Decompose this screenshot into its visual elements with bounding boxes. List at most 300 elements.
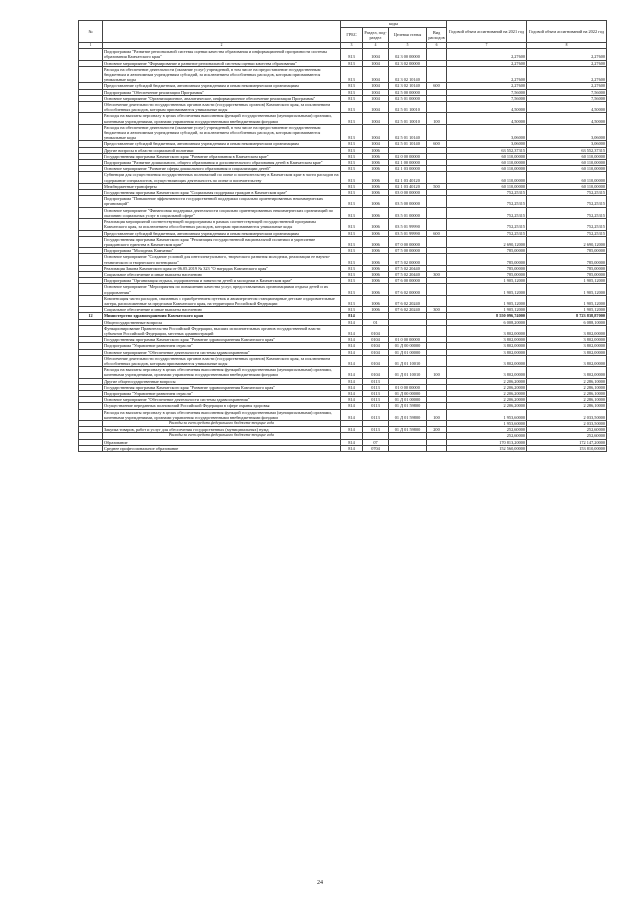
cell-sum-2021: 60 110,00000 bbox=[447, 166, 527, 172]
cell-razdel: 0113 bbox=[363, 384, 389, 390]
cell-razdel: 1006 bbox=[363, 196, 389, 207]
cell-sum-2021: 785,00000 bbox=[447, 254, 527, 265]
cell-vr: 600 bbox=[427, 141, 447, 147]
cell-razdel: 0704 bbox=[363, 445, 389, 451]
cell-csr bbox=[389, 445, 427, 451]
cell-sum-2022: 7,56000 bbox=[527, 89, 607, 95]
cell-num bbox=[79, 219, 103, 230]
cell-sum-2022: 785,00000 bbox=[527, 254, 607, 265]
cell-vr: 600 bbox=[427, 230, 447, 236]
cell-num bbox=[79, 196, 103, 207]
cell-razdel: 0113 bbox=[363, 397, 389, 403]
cell-sum-2021: 3 802,00000 bbox=[447, 349, 527, 355]
cell-name: Государственная программа Камчатского края "Развитие образования в Камчатском крае" bbox=[103, 153, 341, 159]
cell-sum-2022: 4,50000 bbox=[527, 102, 607, 113]
cell-razdel: 1006 bbox=[363, 307, 389, 313]
table-row bbox=[79, 367, 607, 378]
cell-grbs: 813 bbox=[341, 236, 363, 247]
cell-sum-2022: 1 905,12000 bbox=[527, 278, 607, 284]
cell-name: Общегосударственные вопросы bbox=[103, 319, 341, 325]
cell-sum-2021: 252,60000 bbox=[447, 433, 527, 439]
cell-grbs: 813 bbox=[341, 230, 363, 236]
cell-sum-2022: 2 033,50000 bbox=[527, 409, 607, 420]
cell-sum-2022: 752,25315 bbox=[527, 230, 607, 236]
col-index: 5 bbox=[389, 43, 427, 49]
table-row bbox=[79, 236, 607, 247]
cell-razdel: 1006 bbox=[363, 207, 389, 218]
cell-sum-2022: 2 690,12000 bbox=[527, 236, 607, 247]
cell-csr: 01 0 00 00000 bbox=[389, 384, 427, 390]
cell-vr bbox=[427, 207, 447, 218]
cell-grbs: 813 bbox=[341, 271, 363, 277]
cell-razdel: 0113 bbox=[363, 390, 389, 396]
table-row bbox=[79, 219, 607, 230]
cell-name: Основное мероприятие "Развитие сферы дошкольного образования и социализации детей" bbox=[103, 166, 341, 172]
header-sum-2022: Годовой объем ассигнований на 2022 год bbox=[527, 21, 607, 43]
cell-razdel: 1004 bbox=[363, 89, 389, 95]
cell-sum-2022: 3,06000 bbox=[527, 124, 607, 141]
cell-razdel: 0104 bbox=[363, 337, 389, 343]
cell-sum-2021: 2 206,20000 bbox=[447, 397, 527, 403]
cell-grbs: 813 bbox=[341, 307, 363, 313]
cell-vr bbox=[427, 284, 447, 295]
cell-name: Основное мероприятие "Обеспечение деятельности системы здравоохранения" bbox=[103, 349, 341, 355]
table-row bbox=[79, 113, 607, 124]
cell-sum-2021: 3 802,00000 bbox=[447, 337, 527, 343]
cell-num bbox=[79, 236, 103, 247]
cell-grbs: 813 bbox=[341, 254, 363, 265]
cell-razdel: 0104 bbox=[363, 325, 389, 336]
table-row bbox=[79, 196, 607, 207]
cell-grbs: 813 bbox=[341, 284, 363, 295]
cell-sum-2022: 63 552,37315 bbox=[527, 147, 607, 153]
cell-csr: 02 3 02 10140 bbox=[389, 66, 427, 83]
cell-csr: 02 1 00 00000 bbox=[389, 160, 427, 166]
cell-sum-2022: 4,50000 bbox=[527, 113, 607, 124]
cell-num bbox=[79, 254, 103, 265]
cell-csr: 02 5 01 00000 bbox=[389, 95, 427, 101]
cell-razdel: 01 bbox=[363, 319, 389, 325]
cell-grbs: 813 bbox=[341, 248, 363, 254]
cell-sum-2022: 2,27600 bbox=[527, 66, 607, 83]
cell-razdel: 0113 bbox=[363, 403, 389, 409]
cell-sum-2022: 785,00000 bbox=[527, 265, 607, 271]
cell-sum-2021: 1 905,12000 bbox=[447, 295, 527, 306]
cell-razdel: 1004 bbox=[363, 83, 389, 89]
cell-name: Функционирование Правительства Российской Федерации, высших исполнительных органов государственной власти субъектов Российской Федерации, местных администраций bbox=[103, 325, 341, 336]
cell-sum-2022: 2,27600 bbox=[527, 83, 607, 89]
cell-sum-2022: 2 286,10000 bbox=[527, 397, 607, 403]
cell-name: Подпрограмма "Повышение эффективности государственной поддержки социально ориентированных некоммерческих организаций" bbox=[103, 196, 341, 207]
cell-sum-2021: 2,27600 bbox=[447, 49, 527, 60]
cell-grbs: 813 bbox=[341, 141, 363, 147]
cell-name: Подпрограмма "Обеспечение реализации Программы" bbox=[103, 89, 341, 95]
cell-vr bbox=[427, 295, 447, 306]
cell-sum-2022: 2 286,10000 bbox=[527, 390, 607, 396]
cell-grbs: 813 bbox=[341, 147, 363, 153]
cell-razdel: 1006 bbox=[363, 295, 389, 306]
budget-sheet bbox=[78, 20, 606, 452]
cell-vr bbox=[427, 124, 447, 141]
cell-sum-2022: 7,56000 bbox=[527, 95, 607, 101]
cell-csr: 01 Д 01 10010 bbox=[389, 367, 427, 378]
col-index: 8 bbox=[527, 43, 607, 49]
table-row bbox=[79, 207, 607, 218]
cell-vr bbox=[427, 325, 447, 336]
cell-razdel: 1006 bbox=[363, 265, 389, 271]
cell-grbs: 813 bbox=[341, 265, 363, 271]
cell-name: Предоставление субсидий бюджетным, автономным учреждениям и иным некоммерческим организациям bbox=[103, 83, 341, 89]
page-number: 24 bbox=[317, 880, 323, 886]
cell-name: Основное мероприятие "Обеспечение деятельности системы здравоохранения" bbox=[103, 397, 341, 403]
cell-num bbox=[79, 367, 103, 378]
cell-grbs: 814 bbox=[341, 337, 363, 343]
cell-grbs: 814 bbox=[341, 367, 363, 378]
cell-razdel: 1006 bbox=[363, 230, 389, 236]
cell-sum-2021: 2 690,12000 bbox=[447, 236, 527, 247]
cell-sum-2021: 6 008,20000 bbox=[447, 319, 527, 325]
cell-name: Межбюджетные трансферты bbox=[103, 183, 341, 189]
cell-sum-2022: 3 802,00000 bbox=[527, 367, 607, 378]
cell-razdel: 0104 bbox=[363, 343, 389, 349]
cell-name: Министерство здравоохранения Камчатского края bbox=[103, 313, 341, 319]
cell-grbs: 813 bbox=[341, 190, 363, 196]
cell-csr: 03 5 01 99990 bbox=[389, 230, 427, 236]
cell-note: Расходы за счет средств федерального бюджета-текущие года bbox=[103, 421, 341, 427]
cell-sum-2021: 752,25315 bbox=[447, 219, 527, 230]
cell-num bbox=[79, 355, 103, 366]
cell-sum-2021: 60 110,00000 bbox=[447, 160, 527, 166]
cell-vr bbox=[427, 172, 447, 183]
cell-num bbox=[79, 207, 103, 218]
cell-grbs: 813 bbox=[341, 295, 363, 306]
cell-sum-2021: 63 552,37315 bbox=[447, 147, 527, 153]
cell-razdel: 1006 bbox=[363, 160, 389, 166]
col-index: 7 bbox=[447, 43, 527, 49]
cell-name: Расходы на выплаты персоналу в целях обеспечения выполнения функций государственными (муниципальными) органами, казенными учреждениями, органами управления государственными внебюджетными фондами bbox=[103, 367, 341, 378]
cell-csr: 07 5 02 20440 bbox=[389, 265, 427, 271]
cell-sum-2022: 1 905,12000 bbox=[527, 284, 607, 295]
cell-sum-2022: 3,06000 bbox=[527, 141, 607, 147]
cell-name: Государственная программа Камчатского края "Развитие здравоохранения Камчатского края" bbox=[103, 384, 341, 390]
cell-grbs: 813 bbox=[341, 183, 363, 189]
cell-num bbox=[79, 102, 103, 113]
cell-grbs: 813 bbox=[341, 219, 363, 230]
cell-name: Обеспечение деятельности государственных органов власти (государственных органов) Камчатского края, за исключением обособленных расходов, которым присваиваются уникальные коды bbox=[103, 102, 341, 113]
cell-csr: 02 1 03 40120 bbox=[389, 183, 427, 189]
cell-sum-2022: 2 286,10000 bbox=[527, 384, 607, 390]
cell-num bbox=[79, 66, 103, 83]
cell-sum-2021: 785,00000 bbox=[447, 248, 527, 254]
cell-csr: 01 Д 00 00000 bbox=[389, 390, 427, 396]
cell-razdel: 1006 bbox=[363, 183, 389, 189]
cell-name: Другие вопросы в области социальной политики bbox=[103, 147, 341, 153]
cell-grbs: 814 bbox=[341, 355, 363, 366]
cell-num: 12 bbox=[79, 313, 103, 319]
cell-razdel: 0113 bbox=[363, 427, 389, 433]
cell-razdel: 1006 bbox=[363, 254, 389, 265]
header-codes: коды bbox=[341, 21, 447, 28]
cell-csr: 02 3 00 00000 bbox=[389, 49, 427, 60]
cell-grbs: 813 bbox=[341, 196, 363, 207]
cell-razdel: 1006 bbox=[363, 278, 389, 284]
cell-sum-2022: 752,25315 bbox=[527, 196, 607, 207]
cell-sum-2022: 3 802,00000 bbox=[527, 343, 607, 349]
cell-sum-2022: 752,25315 bbox=[527, 219, 607, 230]
cell-name: Основное мероприятие "Организационное, аналитическое, информационное обеспечение реализации Программы" bbox=[103, 95, 341, 101]
table-row bbox=[79, 284, 607, 295]
cell-sum-2022: 3 802,00000 bbox=[527, 337, 607, 343]
cell-name: Расходы на выплаты персоналу в целях обеспечения выполнения функций государственными (муниципальными) органами, казенными учреждениями, органами управления государственными внебюджетными фондами bbox=[103, 113, 341, 124]
cell-vr bbox=[427, 49, 447, 60]
cell-vr bbox=[427, 355, 447, 366]
cell-sum-2021: 3 802,00000 bbox=[447, 325, 527, 336]
cell-name: Подпрограмма "Организация отдыха, оздоровления и занятости детей и молодежи в Камчатском крае" bbox=[103, 278, 341, 284]
cell-sum-2021: 170 813,20000 bbox=[447, 439, 527, 445]
cell-razdel: 1006 bbox=[363, 248, 389, 254]
cell-name: Основное мероприятие "Создание условий для интеллектуального, творческого развития молодежи, реализации ее научно-технического и творческого потенциала" bbox=[103, 254, 341, 265]
cell-grbs: 813 bbox=[341, 113, 363, 124]
cell-sum-2022: 3 802,00000 bbox=[527, 349, 607, 355]
cell-razdel: 07 bbox=[363, 439, 389, 445]
table-row bbox=[79, 66, 607, 83]
cell-csr: 01 Д 01 10010 bbox=[389, 355, 427, 366]
cell-name: Социальное обеспечение и иные выплаты населению bbox=[103, 271, 341, 277]
cell-csr: 01 Д 01 59800 bbox=[389, 409, 427, 420]
cell-grbs: 814 bbox=[341, 313, 363, 319]
cell-csr: 02 5 01 10010 bbox=[389, 102, 427, 113]
cell-grbs: 814 bbox=[341, 343, 363, 349]
cell-sum-2022: 252,60000 bbox=[527, 427, 607, 433]
cell-csr: 02 3 02 10140 bbox=[389, 83, 427, 89]
cell-sum-2021: 1 953,60000 bbox=[447, 409, 527, 420]
cell-grbs: 814 bbox=[341, 349, 363, 355]
cell-num bbox=[79, 113, 103, 124]
cell-vr bbox=[427, 219, 447, 230]
cell-razdel: 1006 bbox=[363, 172, 389, 183]
cell-num bbox=[79, 124, 103, 141]
cell-vr: 100 bbox=[427, 367, 447, 378]
header-sum-2021: Годовой объем ассигнований на 2021 год bbox=[447, 21, 527, 43]
cell-name: Другие общегосударственные вопросы bbox=[103, 378, 341, 384]
cell-sum-2022: 1 905,12000 bbox=[527, 307, 607, 313]
cell-num bbox=[79, 49, 103, 60]
cell-csr: 07 6 02 20240 bbox=[389, 295, 427, 306]
cell-razdel: 1004 bbox=[363, 66, 389, 83]
cell-grbs: 814 bbox=[341, 384, 363, 390]
header-csr: Целевая статья bbox=[389, 28, 427, 43]
cell-grbs: 813 bbox=[341, 95, 363, 101]
cell-name: Расходы на выплаты персоналу в целях обеспечения выполнения функций государственными (муниципальными) органами, казенными учреждениями, органами управления государственными внебюджетными фондами bbox=[103, 409, 341, 420]
cell-razdel: 1004 bbox=[363, 124, 389, 141]
cell-razdel: 1004 bbox=[363, 49, 389, 60]
cell-grbs: 814 bbox=[341, 403, 363, 409]
budget-table bbox=[78, 20, 607, 452]
cell-sum-2021: 3,06000 bbox=[447, 141, 527, 147]
cell-csr: 03 5 01 99990 bbox=[389, 219, 427, 230]
cell-sum-2021: 2 206,20000 bbox=[447, 403, 527, 409]
cell-name: Предоставление субсидий бюджетным, автономным учреждениям и иным некоммерческим организациям bbox=[103, 141, 341, 147]
cell-grbs: 813 bbox=[341, 60, 363, 66]
cell-sum-2021: 4,50000 bbox=[447, 102, 527, 113]
cell-sum-2021: 1 953,60000 bbox=[447, 421, 527, 427]
cell-sum-2022: 2 286,10000 bbox=[527, 403, 607, 409]
cell-csr: 02 3 02 00000 bbox=[389, 60, 427, 66]
cell-sum-2022: 3 802,00000 bbox=[527, 325, 607, 336]
cell-sum-2021: 2,27600 bbox=[447, 83, 527, 89]
cell-grbs: 813 bbox=[341, 153, 363, 159]
cell-sum-2021: 8 550 096,74000 bbox=[447, 313, 527, 319]
cell-sum-2022: 752,25315 bbox=[527, 207, 607, 218]
cell-num bbox=[79, 295, 103, 306]
cell-name: Основное мероприятие "Формирование и развитие региональной системы оценки качества образования" bbox=[103, 60, 341, 66]
cell-grbs: 813 bbox=[341, 166, 363, 172]
cell-csr: 02 5 01 10140 bbox=[389, 124, 427, 141]
cell-grbs: 814 bbox=[341, 439, 363, 445]
cell-razdel: 1004 bbox=[363, 60, 389, 66]
cell-vr: 100 bbox=[427, 409, 447, 420]
table-row bbox=[79, 124, 607, 141]
cell-sum-2021: 152 560,00000 bbox=[447, 445, 527, 451]
cell-sum-2021: 752,25315 bbox=[447, 207, 527, 218]
col-index: 1 bbox=[79, 43, 103, 49]
cell-vr bbox=[427, 196, 447, 207]
cell-name: Подпрограмма "Управление развитием отрасли" bbox=[103, 390, 341, 396]
cell-sum-2021: 7,56000 bbox=[447, 89, 527, 95]
cell-sum-2022: 60 110,00000 bbox=[527, 183, 607, 189]
cell-name: Субвенции для осуществления государственных полномочий по опеке и попечительству в Камчатском крае в части расходов на содержание специалистов, осуществляющих деятельность по опеке и попечительству bbox=[104, 172, 339, 183]
cell-note: Расходы за счет средств федерального бюджета-текущие года bbox=[103, 433, 341, 439]
header-vr: Вид расходов bbox=[427, 28, 447, 43]
cell-csr: 01 Д 01 59800 bbox=[389, 427, 427, 433]
cell-grbs: 813 bbox=[341, 172, 363, 183]
cell-csr: 07 0 00 00000 bbox=[389, 236, 427, 247]
cell-sum-2022: 3 802,00000 bbox=[527, 355, 607, 366]
header-num: № bbox=[79, 21, 103, 43]
header-grbs: ГРБС bbox=[341, 28, 363, 43]
cell-vr bbox=[427, 66, 447, 83]
cell-grbs: 813 bbox=[341, 66, 363, 83]
cell-sum-2022: 60 110,00000 bbox=[527, 160, 607, 166]
cell-razdel: 1004 bbox=[363, 113, 389, 124]
cell-name: Основное мероприятие "Мероприятия по повышению качества услуг, предоставляемых организациями отдыха детей и их оздоровления" bbox=[103, 284, 341, 295]
cell-sum-2021: 3 802,00000 bbox=[447, 355, 527, 366]
cell-csr: 01 0 00 00000 bbox=[389, 337, 427, 343]
cell-num bbox=[79, 172, 103, 183]
table-row bbox=[79, 295, 607, 306]
cell-razdel: 1004 bbox=[363, 141, 389, 147]
cell-sum-2021: 2,27600 bbox=[447, 66, 527, 83]
cell-num bbox=[79, 445, 103, 451]
cell-razdel: 1006 bbox=[363, 166, 389, 172]
cell-grbs: 814 bbox=[341, 409, 363, 420]
cell-sum-2022: 6 088,10000 bbox=[527, 319, 607, 325]
table-row bbox=[79, 325, 607, 336]
cell-name: Обеспечение деятельности государственных органов власти (государственных органов) Камчатского края, за исключением обособленных расходов, которым присваиваются уникальные коды bbox=[103, 355, 341, 366]
cell-razdel: 0104 bbox=[363, 355, 389, 366]
cell-grbs: 813 bbox=[341, 207, 363, 218]
cell-razdel: 1006 bbox=[363, 271, 389, 277]
cell-razdel: 0104 bbox=[363, 367, 389, 378]
cell-sum-2021: 2 206,20000 bbox=[447, 390, 527, 396]
cell-csr: 03 5 01 00000 bbox=[389, 207, 427, 218]
cell-sum-2022: 8 723 838,87000 bbox=[527, 313, 607, 319]
cell-name: Закупка товаров, работ и услуг для обеспечения государственных (муниципальных) нужд bbox=[103, 427, 341, 433]
cell-sum-2021: 785,00000 bbox=[447, 271, 527, 277]
cell-name: Государственная программа Камчатского края "Развитие здравоохранения Камчатского края" bbox=[103, 337, 341, 343]
cell-razdel: 1006 bbox=[363, 236, 389, 247]
cell-csr: 02 5 00 00000 bbox=[389, 89, 427, 95]
cell-sum-2021: 2 206,20000 bbox=[447, 384, 527, 390]
cell-grbs: 814 bbox=[341, 397, 363, 403]
cell-csr: 03 0 00 00000 bbox=[389, 190, 427, 196]
cell-name: Социальное обеспечение и иные выплаты населению bbox=[103, 307, 341, 313]
cell-sum-2021: 3 802,00000 bbox=[447, 367, 527, 378]
cell-vr bbox=[427, 236, 447, 247]
cell-sum-2022: 60 110,00000 bbox=[527, 172, 607, 183]
cell-sum-2021: 60 110,00000 bbox=[447, 172, 527, 183]
cell-sum-2022: 2 033,50000 bbox=[527, 421, 607, 427]
cell-razdel: 1006 bbox=[363, 147, 389, 153]
table-row bbox=[79, 49, 607, 60]
cell-name: Подпрограмма "Развитие региональной системы оценки качества образования и информационной прозрачности системы образования Камчатского края" bbox=[103, 49, 341, 60]
cell-csr: 02 1 03 40120 bbox=[389, 172, 427, 183]
cell-csr: 01 Д 01 00000 bbox=[389, 349, 427, 355]
cell-sum-2021: 1 905,12000 bbox=[447, 307, 527, 313]
cell-vr bbox=[427, 445, 447, 451]
cell-name: Подпрограмма "Молодежь Камчатки" bbox=[103, 248, 341, 254]
cell-sum-2022: 172 147,20000 bbox=[527, 439, 607, 445]
cell-name: Основное мероприятие "Финансовая поддержка деятельности социально ориентированных некоммерческих организаций по оказанию социальных услуг в социальной сфере" bbox=[103, 207, 341, 218]
cell-vr: 200 bbox=[427, 427, 447, 433]
cell-vr: 100 bbox=[427, 113, 447, 124]
cell-vr: 500 bbox=[427, 183, 447, 189]
col-index: 4 bbox=[363, 43, 389, 49]
cell-sum-2022: 785,00000 bbox=[527, 248, 607, 254]
cell-csr: 01 Д 01 00000 bbox=[389, 397, 427, 403]
cell-grbs: 813 bbox=[341, 278, 363, 284]
cell-sum-2022: 2,27600 bbox=[527, 60, 607, 66]
cell-sum-2021: 752,25315 bbox=[447, 190, 527, 196]
cell-sum-2022: 785,00000 bbox=[527, 271, 607, 277]
cell-sum-2021: 252,60000 bbox=[447, 427, 527, 433]
cell-sum-2021: 4,50000 bbox=[447, 113, 527, 124]
cell-name: Реализация мероприятий соответствующей подпрограммы в рамках соответствующей государственной программы Камчатского края, за исключением обособленных расходов, которым присваиваются уникальные коды bbox=[103, 219, 341, 230]
cell-grbs: 813 bbox=[341, 49, 363, 60]
cell-razdel: 0104 bbox=[363, 349, 389, 355]
cell-grbs: 814 bbox=[341, 378, 363, 384]
cell-csr: 07 6 00 00000 bbox=[389, 278, 427, 284]
cell-name: Образование bbox=[103, 439, 341, 445]
cell-vr: 300 bbox=[427, 307, 447, 313]
cell-sum-2022: 252,60000 bbox=[527, 433, 607, 439]
cell-sum-2021: 785,00000 bbox=[447, 265, 527, 271]
table-body bbox=[79, 49, 607, 452]
col-index: 6 bbox=[427, 43, 447, 49]
cell-name: Компенсация части расходов, связанных с приобретением путевок и авиаперелетом станционарные детские оздоровительные лагеря, расположенные за пределами Камчатского края, на территории Российской Федерации bbox=[103, 295, 341, 306]
cell-name: Расходы на обеспечение деятельности (оказание услуг) учреждений, в том числе на предоставление государственным бюджетным и автономным учреждениям субсидий, за исключением обособленных расходов, которым присваиваются уникальные коды bbox=[103, 66, 341, 83]
cell-csr: 01 Д 01 59800 bbox=[389, 403, 427, 409]
cell-csr: 01 Д 00 00000 bbox=[389, 343, 427, 349]
cell-sum-2021: 752,25315 bbox=[447, 230, 527, 236]
cell-grbs: 813 bbox=[341, 83, 363, 89]
cell-csr: 07 5 00 00000 bbox=[389, 248, 427, 254]
cell-name: Подпрограмма "Развитие дошкольного, общего образования и дополнительного образования детей в Камчатском крае" bbox=[103, 160, 341, 166]
cell-grbs: 814 bbox=[341, 319, 363, 325]
col-index: 3 bbox=[341, 43, 363, 49]
cell-grbs: 814 bbox=[341, 445, 363, 451]
cell-csr: 02 0 00 00000 bbox=[389, 153, 427, 159]
